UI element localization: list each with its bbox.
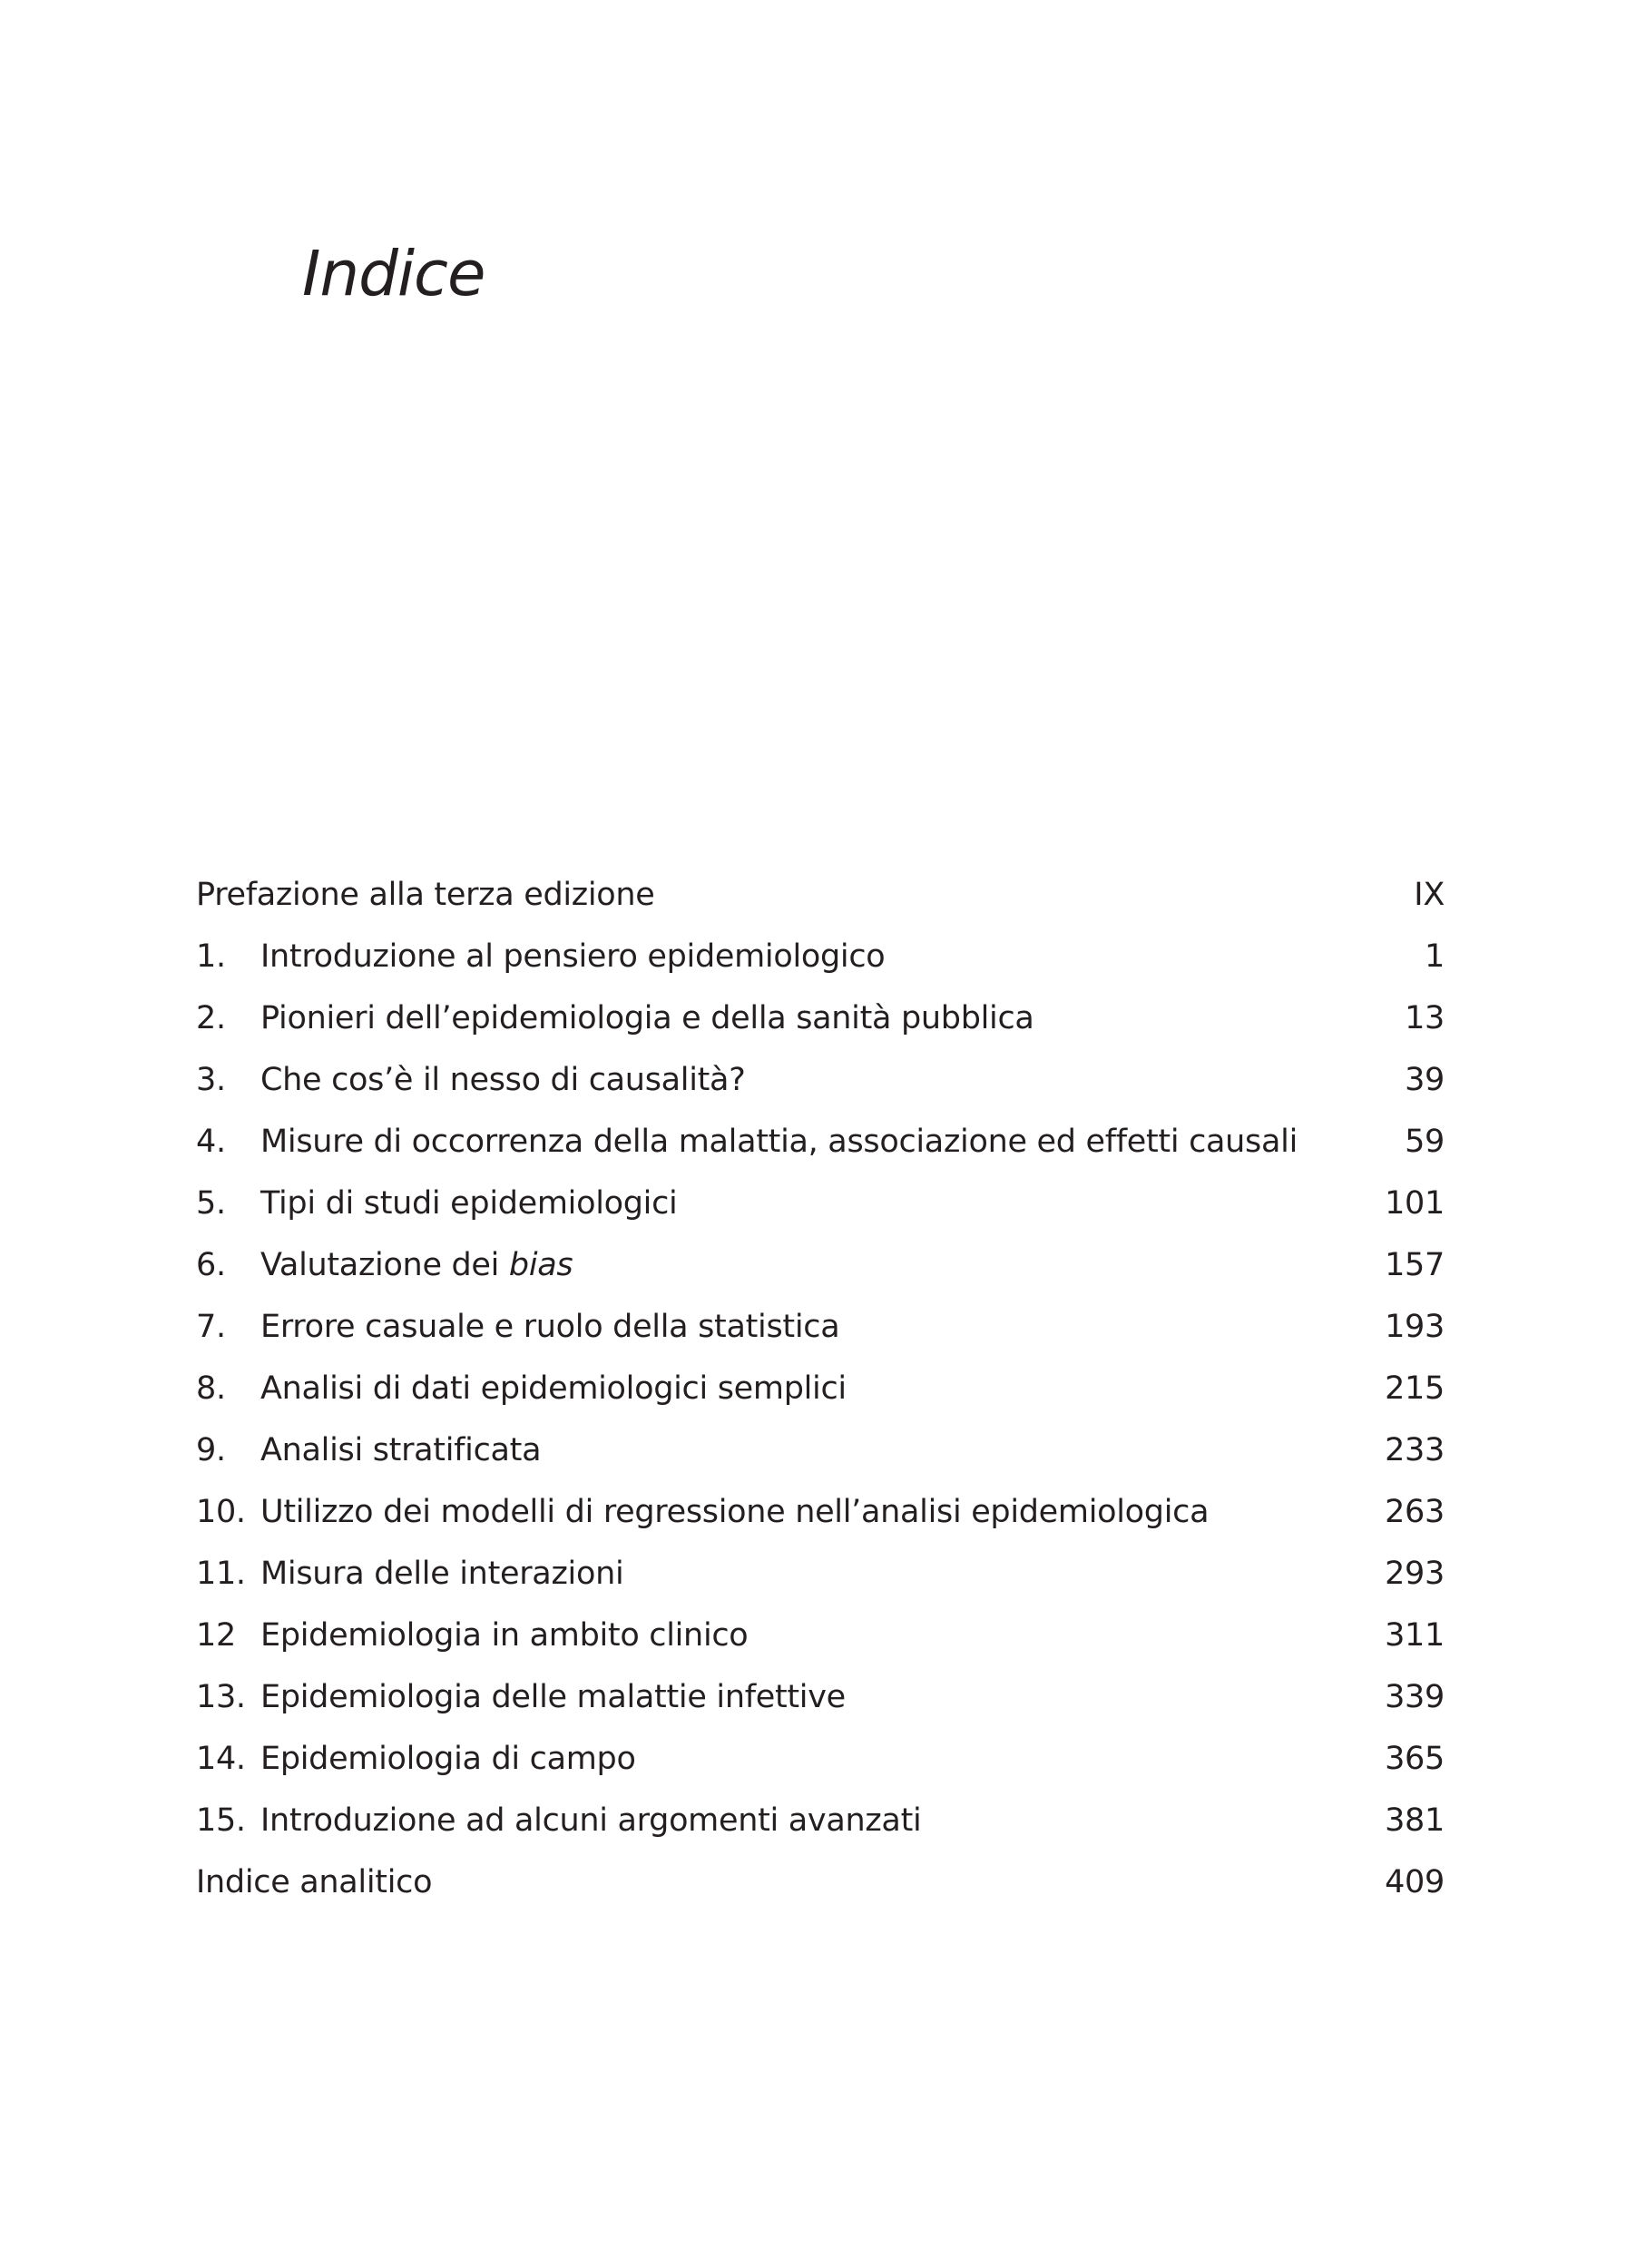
toc-entry-title: Epidemiologia di campo	[260, 1741, 636, 1777]
toc-entry-number: 8.	[196, 1370, 226, 1407]
toc-entry-title: Introduzione al pensiero epidemiologico	[260, 938, 886, 975]
toc-entry-page: 157	[1385, 1247, 1445, 1283]
toc-entry-number: 12	[196, 1617, 236, 1654]
toc-entry-page: 193	[1385, 1309, 1445, 1345]
toc-entry-title: Misura delle interazioni	[260, 1556, 624, 1592]
toc-entry-title: Utilizzo dei modelli di regressione nell’analisi epidemiologica	[260, 1494, 1210, 1530]
toc-entry-chapter-6[interactable]	[196, 1234, 1445, 1296]
toc-entry-chapter-13[interactable]	[196, 1666, 1445, 1728]
toc-entry-title: Che cos’è il nesso di causalità?	[260, 1062, 746, 1098]
toc-entry-page: 263	[1385, 1494, 1445, 1530]
toc-entry-chapter-11[interactable]	[196, 1543, 1445, 1605]
toc-entry-index[interactable]	[196, 1851, 1445, 1913]
toc-entry-title: Analisi stratificata	[260, 1432, 542, 1468]
toc-entry-page: 311	[1385, 1617, 1445, 1654]
toc-entry-chapter-15[interactable]	[196, 1790, 1445, 1851]
toc-entry-title: Introduzione ad alcuni argomenti avanzati	[260, 1802, 922, 1839]
toc-entry-title-text: Valutazione dei	[260, 1247, 509, 1283]
toc-entry-page: 1	[1425, 938, 1445, 975]
toc-entry-number: 4.	[196, 1124, 226, 1160]
table-of-contents	[196, 864, 1445, 1913]
toc-entry-chapter-14[interactable]	[196, 1728, 1445, 1790]
toc-entry-title: Errore casuale e ruolo della statistica	[260, 1309, 840, 1345]
toc-entry-title: Pionieri dell’epidemiologia e della sanità pubblica	[260, 1000, 1034, 1036]
toc-entry-number: 2.	[196, 1000, 226, 1036]
toc-entry-preface[interactable]	[196, 864, 1445, 926]
page-title: Indice	[302, 238, 485, 310]
toc-entry-chapter-5[interactable]	[196, 1173, 1445, 1234]
toc-entry-number: 3.	[196, 1062, 226, 1098]
toc-entry-page: 381	[1385, 1802, 1445, 1839]
toc-entry-page: IX	[1414, 877, 1445, 913]
toc-entry-title	[260, 1234, 1354, 1296]
toc-entry-title: Prefazione alla terza edizione	[196, 877, 655, 913]
toc-entry-chapter-4[interactable]	[196, 1111, 1445, 1173]
toc-entry-number: 11.	[196, 1556, 246, 1592]
toc-entry-chapter-7[interactable]	[196, 1296, 1445, 1358]
toc-entry-page: 215	[1385, 1370, 1445, 1407]
toc-entry-page: 339	[1385, 1679, 1445, 1715]
toc-entry-page: 365	[1385, 1741, 1445, 1777]
toc-entry-chapter-8[interactable]	[196, 1358, 1445, 1419]
toc-entry-number: 13.	[196, 1679, 246, 1715]
toc-entry-page: 409	[1385, 1864, 1445, 1900]
toc-entry-chapter-12[interactable]	[196, 1605, 1445, 1666]
toc-entry-number: 10.	[196, 1494, 246, 1530]
toc-entry-page: 13	[1405, 1000, 1445, 1036]
toc-entry-number: 6.	[196, 1247, 226, 1283]
toc-entry-number: 1.	[196, 938, 226, 975]
toc-entry-number: 9.	[196, 1432, 226, 1468]
toc-entry-chapter-1[interactable]	[196, 926, 1445, 987]
toc-entry-page: 101	[1385, 1185, 1445, 1222]
toc-entry-title: Tipi di studi epidemiologici	[260, 1185, 678, 1222]
toc-entry-title: Epidemiologia in ambito clinico	[260, 1617, 749, 1654]
toc-entry-number: 15.	[196, 1802, 246, 1839]
toc-entry-title: Analisi di dati epidemiologici semplici	[260, 1370, 847, 1407]
toc-entry-number: 7.	[196, 1309, 226, 1345]
toc-entry-number: 5.	[196, 1185, 226, 1222]
toc-entry-title-italic: bias	[508, 1247, 573, 1283]
toc-entry-page: 233	[1385, 1432, 1445, 1468]
toc-entry-title: Indice analitico	[196, 1864, 433, 1900]
toc-entry-chapter-3[interactable]	[196, 1049, 1445, 1111]
toc-entry-chapter-10[interactable]	[196, 1481, 1445, 1543]
toc-entry-page: 293	[1385, 1556, 1445, 1592]
toc-entry-title: Misure di occorrenza della malattia, associazione ed effetti causali	[260, 1124, 1298, 1160]
toc-entry-page: 39	[1405, 1062, 1445, 1098]
toc-entry-chapter-9[interactable]	[196, 1419, 1445, 1481]
toc-entry-page: 59	[1405, 1124, 1445, 1160]
toc-entry-number: 14.	[196, 1741, 246, 1777]
toc-entry-chapter-2[interactable]	[196, 987, 1445, 1049]
toc-entry-title: Epidemiologia delle malattie infettive	[260, 1679, 846, 1715]
